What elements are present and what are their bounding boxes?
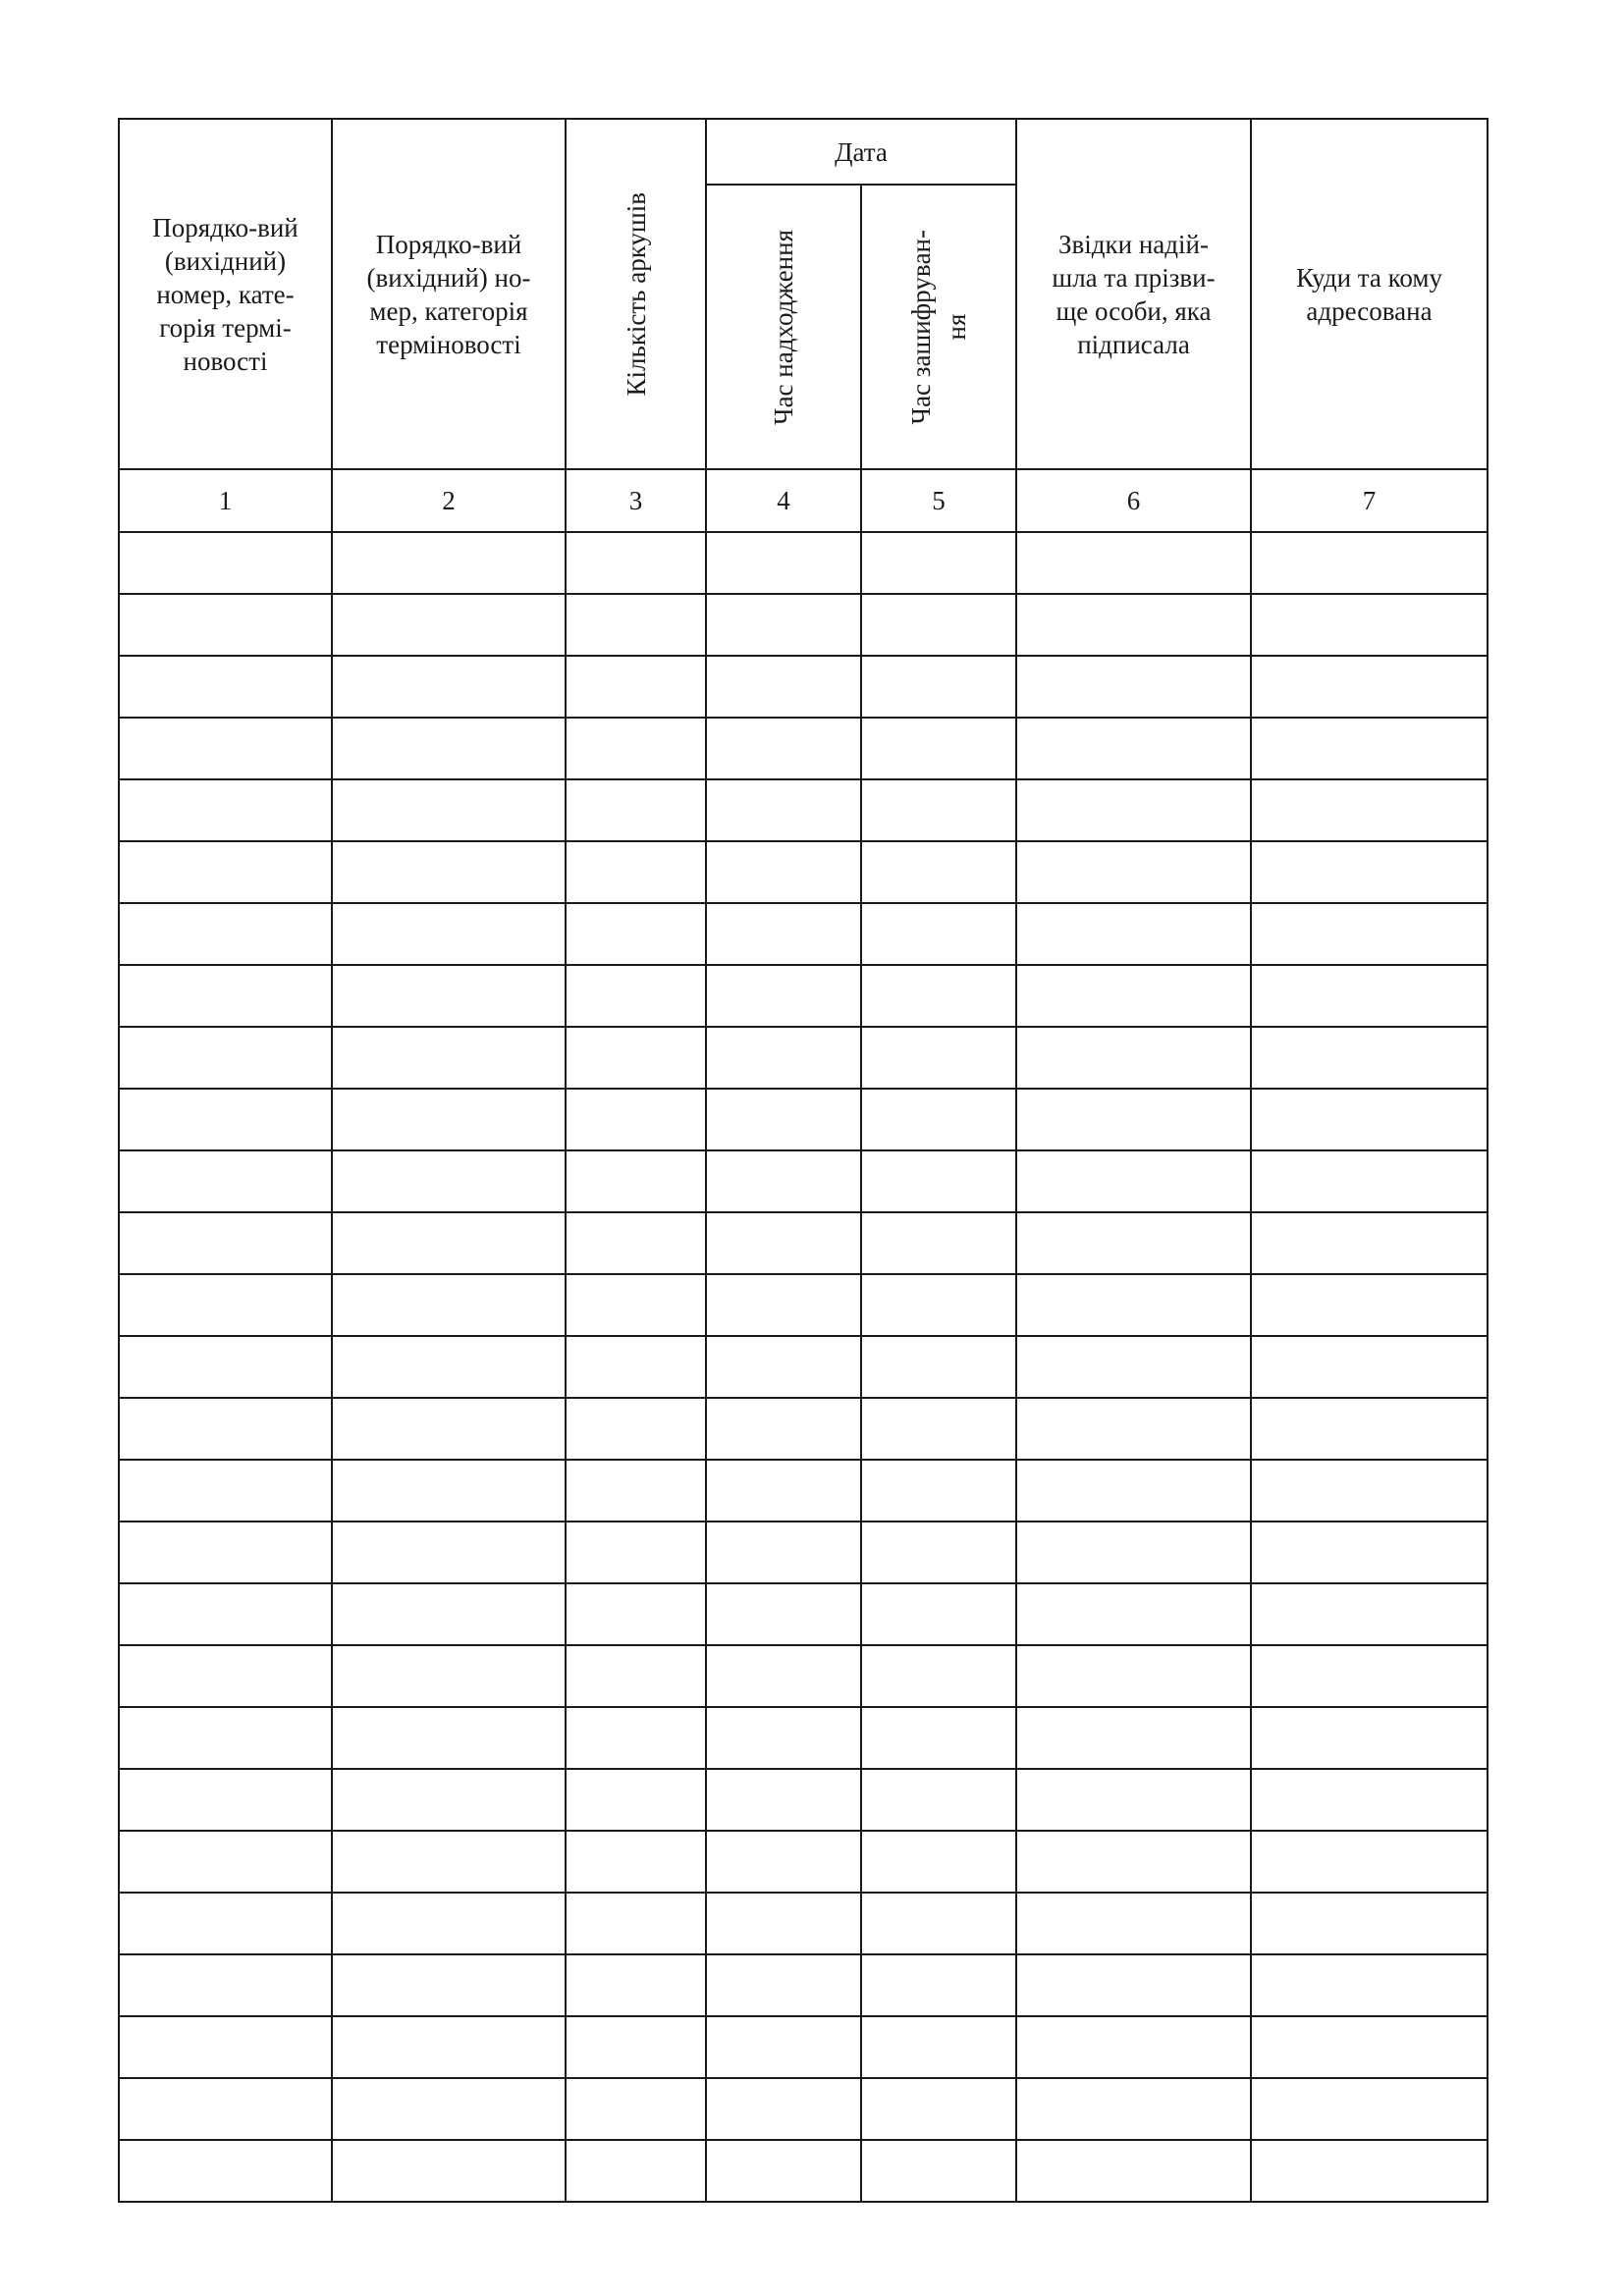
table-cell[interactable] bbox=[1016, 594, 1251, 656]
table-cell[interactable] bbox=[861, 718, 1016, 779]
table-cell[interactable] bbox=[1016, 532, 1251, 594]
table-cell[interactable] bbox=[861, 965, 1016, 1027]
table-row bbox=[119, 594, 1488, 656]
header-date-group-label: Дата bbox=[835, 136, 888, 167]
table-cell[interactable] bbox=[119, 965, 332, 1027]
table-row bbox=[119, 1027, 1488, 1089]
table-row bbox=[119, 656, 1488, 718]
table-row bbox=[119, 1336, 1488, 1398]
table-cell[interactable] bbox=[861, 1027, 1016, 1089]
table-cell[interactable] bbox=[861, 532, 1016, 594]
table-cell[interactable] bbox=[1016, 1336, 1251, 1398]
table-cell[interactable] bbox=[119, 1150, 332, 1212]
table-cell[interactable] bbox=[861, 1954, 1016, 2016]
table-cell[interactable] bbox=[861, 1831, 1016, 1893]
header-col-1 bbox=[119, 119, 332, 469]
table-cell[interactable] bbox=[706, 532, 861, 594]
table-row bbox=[119, 841, 1488, 903]
table-cell[interactable] bbox=[566, 1645, 706, 1707]
table-cell[interactable] bbox=[706, 1707, 861, 1769]
table-cell[interactable] bbox=[566, 656, 706, 718]
table-cell[interactable] bbox=[332, 1831, 566, 1893]
table-cell[interactable] bbox=[1251, 594, 1488, 656]
table-cell[interactable] bbox=[332, 1027, 566, 1089]
table-cell[interactable] bbox=[1251, 532, 1488, 594]
table-row bbox=[119, 1583, 1488, 1645]
header-col-1-label: Порядко-вий (вихідний) номер, кате- горія термі- новості bbox=[152, 212, 298, 376]
table-row bbox=[119, 903, 1488, 965]
table-cell[interactable] bbox=[332, 1522, 566, 1583]
table-cell[interactable] bbox=[706, 1954, 861, 2016]
table-cell[interactable] bbox=[1251, 1460, 1488, 1522]
table-cell[interactable] bbox=[861, 1398, 1016, 1460]
table-cell[interactable] bbox=[566, 1027, 706, 1089]
table-cell[interactable] bbox=[1016, 1398, 1251, 1460]
table-cell[interactable] bbox=[566, 718, 706, 779]
table-cell[interactable] bbox=[1251, 965, 1488, 1027]
table-cell[interactable] bbox=[861, 656, 1016, 718]
table-cell[interactable] bbox=[119, 1645, 332, 1707]
table-cell[interactable] bbox=[1251, 718, 1488, 779]
table-cell[interactable] bbox=[861, 1089, 1016, 1150]
header-col-3-label: Кількість аркушів bbox=[621, 191, 651, 397]
table-cell[interactable] bbox=[119, 841, 332, 903]
header-col-4-label: Час надходження bbox=[769, 229, 798, 425]
header-date-group bbox=[706, 119, 1016, 185]
header-col-2-label: Порядко-вий (вихідний) но- мер, категорія терміновості bbox=[366, 229, 531, 359]
table-cell[interactable] bbox=[332, 1769, 566, 1831]
table-cell[interactable] bbox=[861, 1522, 1016, 1583]
table-cell[interactable] bbox=[706, 2078, 861, 2140]
table-cell[interactable] bbox=[1016, 2016, 1251, 2078]
table-cell[interactable] bbox=[332, 1460, 566, 1522]
table-cell[interactable] bbox=[1016, 903, 1251, 965]
table-cell[interactable] bbox=[1016, 1027, 1251, 1089]
table-cell[interactable] bbox=[706, 1893, 861, 1954]
table-row bbox=[119, 2140, 1488, 2202]
table-cell[interactable] bbox=[119, 1336, 332, 1398]
table-cell[interactable] bbox=[332, 532, 566, 594]
column-number: 7 bbox=[1251, 469, 1488, 532]
table-cell[interactable] bbox=[1251, 1336, 1488, 1398]
table-cell[interactable] bbox=[1251, 841, 1488, 903]
column-number: 1 bbox=[119, 469, 332, 532]
table-cell[interactable] bbox=[706, 779, 861, 841]
table-cell[interactable] bbox=[706, 1769, 861, 1831]
table-cell[interactable] bbox=[332, 594, 566, 656]
table-row bbox=[119, 1645, 1488, 1707]
table-row bbox=[119, 718, 1488, 779]
table-row bbox=[119, 2078, 1488, 2140]
table-cell[interactable] bbox=[566, 1769, 706, 1831]
table-cell[interactable] bbox=[332, 1954, 566, 2016]
table-cell[interactable] bbox=[119, 718, 332, 779]
registration-log-table bbox=[118, 118, 1489, 2203]
table-cell[interactable] bbox=[119, 1831, 332, 1893]
table-cell[interactable] bbox=[566, 1954, 706, 2016]
table-cell[interactable] bbox=[1016, 2140, 1251, 2202]
table-cell[interactable] bbox=[566, 1336, 706, 1398]
table-cell[interactable] bbox=[1251, 1274, 1488, 1336]
table-cell[interactable] bbox=[861, 1645, 1016, 1707]
table-row bbox=[119, 1274, 1488, 1336]
table-cell[interactable] bbox=[119, 1274, 332, 1336]
column-number: 6 bbox=[1016, 469, 1251, 532]
table-cell[interactable] bbox=[1251, 1707, 1488, 1769]
table-cell[interactable] bbox=[861, 2016, 1016, 2078]
table-cell[interactable] bbox=[119, 1707, 332, 1769]
table-cell[interactable] bbox=[1016, 1150, 1251, 1212]
table-cell[interactable] bbox=[1016, 1089, 1251, 1150]
table-cell[interactable] bbox=[706, 1522, 861, 1583]
table-row bbox=[119, 1831, 1488, 1893]
table-cell[interactable] bbox=[1251, 1645, 1488, 1707]
table-cell[interactable] bbox=[706, 1583, 861, 1645]
table-row bbox=[119, 1522, 1488, 1583]
table-cell[interactable] bbox=[332, 903, 566, 965]
table-cell[interactable] bbox=[1251, 2078, 1488, 2140]
table-cell[interactable] bbox=[706, 656, 861, 718]
column-number: 2 bbox=[332, 469, 566, 532]
table-cell[interactable] bbox=[1251, 903, 1488, 965]
table-cell[interactable] bbox=[706, 965, 861, 1027]
table-cell[interactable] bbox=[1251, 656, 1488, 718]
table-cell[interactable] bbox=[1016, 656, 1251, 718]
table-row bbox=[119, 2016, 1488, 2078]
header-col-3 bbox=[566, 119, 706, 469]
table-row bbox=[119, 1212, 1488, 1274]
table-cell[interactable] bbox=[1016, 1893, 1251, 1954]
table-cell[interactable] bbox=[566, 1893, 706, 1954]
header-col-2 bbox=[332, 119, 566, 469]
table-cell[interactable] bbox=[861, 2140, 1016, 2202]
table-cell[interactable] bbox=[861, 1274, 1016, 1336]
table-row bbox=[119, 965, 1488, 1027]
table-cell[interactable] bbox=[1251, 1522, 1488, 1583]
header-col-5-label: Час зашифрувaн- ня bbox=[906, 229, 971, 425]
table-cell[interactable] bbox=[861, 1769, 1016, 1831]
table-cell[interactable] bbox=[566, 1583, 706, 1645]
table-cell[interactable] bbox=[119, 1893, 332, 1954]
table-cell[interactable] bbox=[1251, 1831, 1488, 1893]
table-cell[interactable] bbox=[1016, 1645, 1251, 1707]
table-cell[interactable] bbox=[1016, 1707, 1251, 1769]
table-cell[interactable] bbox=[1016, 1954, 1251, 2016]
table-row bbox=[119, 1893, 1488, 1954]
column-number: 3 bbox=[566, 469, 706, 532]
table-cell[interactable] bbox=[119, 1522, 332, 1583]
table-cell[interactable] bbox=[119, 1212, 332, 1274]
table-cell[interactable] bbox=[119, 903, 332, 965]
table-cell[interactable] bbox=[119, 2078, 332, 2140]
table-cell[interactable] bbox=[1016, 841, 1251, 903]
table-cell[interactable] bbox=[861, 2078, 1016, 2140]
table-cell[interactable] bbox=[332, 1893, 566, 1954]
table-cell[interactable] bbox=[861, 594, 1016, 656]
table-cell[interactable] bbox=[566, 965, 706, 1027]
entry-rows bbox=[119, 532, 1488, 2202]
table-cell[interactable] bbox=[332, 1274, 566, 1336]
table-row bbox=[119, 532, 1488, 594]
table-cell[interactable] bbox=[1251, 779, 1488, 841]
table-cell[interactable] bbox=[706, 2140, 861, 2202]
table-cell[interactable] bbox=[332, 1398, 566, 1460]
table-cell[interactable] bbox=[119, 779, 332, 841]
table-cell[interactable] bbox=[566, 1707, 706, 1769]
table-cell[interactable] bbox=[861, 903, 1016, 965]
table-cell[interactable] bbox=[566, 594, 706, 656]
table-cell[interactable] bbox=[861, 1460, 1016, 1522]
table-cell[interactable] bbox=[1251, 1398, 1488, 1460]
table-cell[interactable] bbox=[566, 2078, 706, 2140]
table-cell[interactable] bbox=[566, 2140, 706, 2202]
table-cell[interactable] bbox=[119, 1089, 332, 1150]
table-cell[interactable] bbox=[332, 841, 566, 903]
table-cell[interactable] bbox=[1251, 1893, 1488, 1954]
table-cell[interactable] bbox=[119, 656, 332, 718]
table-cell[interactable] bbox=[332, 656, 566, 718]
table-cell[interactable] bbox=[566, 532, 706, 594]
table-cell[interactable] bbox=[566, 841, 706, 903]
table-cell[interactable] bbox=[861, 841, 1016, 903]
table-cell[interactable] bbox=[1251, 1212, 1488, 1274]
table-cell[interactable] bbox=[332, 2078, 566, 2140]
header-col-5 bbox=[861, 185, 1016, 469]
table-cell[interactable] bbox=[706, 1212, 861, 1274]
table-row bbox=[119, 1398, 1488, 1460]
column-number: 4 bbox=[706, 469, 861, 532]
table-cell[interactable] bbox=[1016, 1460, 1251, 1522]
table-cell[interactable] bbox=[1251, 1583, 1488, 1645]
table-cell[interactable] bbox=[566, 779, 706, 841]
table-cell[interactable] bbox=[706, 718, 861, 779]
table-cell[interactable] bbox=[861, 1150, 1016, 1212]
table-cell[interactable] bbox=[566, 1522, 706, 1583]
table-cell[interactable] bbox=[706, 2016, 861, 2078]
table-cell[interactable] bbox=[1251, 1954, 1488, 2016]
table-cell[interactable] bbox=[1251, 1769, 1488, 1831]
table-cell[interactable] bbox=[706, 1336, 861, 1398]
header-col-7 bbox=[1251, 119, 1488, 469]
table-cell[interactable] bbox=[861, 1336, 1016, 1398]
table-cell[interactable] bbox=[566, 1460, 706, 1522]
table-cell[interactable] bbox=[1016, 1583, 1251, 1645]
table-cell[interactable] bbox=[706, 1398, 861, 1460]
table-cell[interactable] bbox=[706, 1027, 861, 1089]
table-cell[interactable] bbox=[119, 1954, 332, 2016]
table-cell[interactable] bbox=[332, 718, 566, 779]
table-cell[interactable] bbox=[332, 1645, 566, 1707]
table-cell[interactable] bbox=[566, 1150, 706, 1212]
table-cell[interactable] bbox=[566, 1831, 706, 1893]
table-cell[interactable] bbox=[566, 1274, 706, 1336]
table-row bbox=[119, 1769, 1488, 1831]
header-col-4 bbox=[706, 185, 861, 469]
table-row bbox=[119, 779, 1488, 841]
table-cell[interactable] bbox=[1251, 1150, 1488, 1212]
table-cell[interactable] bbox=[566, 2016, 706, 2078]
table-cell[interactable] bbox=[119, 2016, 332, 2078]
table-cell[interactable] bbox=[119, 1460, 332, 1522]
table-cell[interactable] bbox=[861, 779, 1016, 841]
table-row bbox=[119, 1460, 1488, 1522]
table-cell[interactable] bbox=[119, 1769, 332, 1831]
header-row-1 bbox=[119, 119, 1488, 185]
table-cell[interactable] bbox=[332, 1089, 566, 1150]
table-cell[interactable] bbox=[706, 903, 861, 965]
column-number: 5 bbox=[861, 469, 1016, 532]
column-number-row bbox=[119, 469, 1488, 532]
table-row bbox=[119, 1954, 1488, 2016]
table-cell[interactable] bbox=[1016, 1212, 1251, 1274]
header-col-6-label: Звідки надій- шла та прізви- ще особи, яка підписала bbox=[1052, 229, 1216, 359]
table-cell[interactable] bbox=[706, 1645, 861, 1707]
table-cell[interactable] bbox=[1016, 1831, 1251, 1893]
table-cell[interactable] bbox=[706, 1831, 861, 1893]
table-cell[interactable] bbox=[1016, 965, 1251, 1027]
table-cell[interactable] bbox=[861, 1212, 1016, 1274]
table-cell[interactable] bbox=[332, 779, 566, 841]
table-cell[interactable] bbox=[332, 1583, 566, 1645]
table-cell[interactable] bbox=[119, 594, 332, 656]
table-cell[interactable] bbox=[119, 532, 332, 594]
table-cell[interactable] bbox=[861, 1707, 1016, 1769]
table-cell[interactable] bbox=[706, 1089, 861, 1150]
table-cell[interactable] bbox=[1016, 779, 1251, 841]
table-cell[interactable] bbox=[1251, 2140, 1488, 2202]
table-cell[interactable] bbox=[566, 1212, 706, 1274]
table-cell[interactable] bbox=[1016, 1274, 1251, 1336]
table-cell[interactable] bbox=[706, 841, 861, 903]
table-cell[interactable] bbox=[706, 1274, 861, 1336]
table-cell[interactable] bbox=[1016, 1769, 1251, 1831]
table-cell[interactable] bbox=[861, 1583, 1016, 1645]
table-cell[interactable] bbox=[1251, 2016, 1488, 2078]
table-cell[interactable] bbox=[706, 594, 861, 656]
table-cell[interactable] bbox=[119, 1583, 332, 1645]
table-row bbox=[119, 1707, 1488, 1769]
header-col-6 bbox=[1016, 119, 1251, 469]
table-cell[interactable] bbox=[332, 1707, 566, 1769]
table-row bbox=[119, 1089, 1488, 1150]
table-cell[interactable] bbox=[332, 965, 566, 1027]
table-cell[interactable] bbox=[566, 1089, 706, 1150]
table-cell[interactable] bbox=[332, 2140, 566, 2202]
table-cell[interactable] bbox=[1016, 718, 1251, 779]
table-cell[interactable] bbox=[1251, 1027, 1488, 1089]
table-cell[interactable] bbox=[706, 1150, 861, 1212]
table-cell[interactable] bbox=[119, 1398, 332, 1460]
table-cell[interactable] bbox=[1016, 1522, 1251, 1583]
table-cell[interactable] bbox=[861, 1893, 1016, 1954]
table-cell[interactable] bbox=[566, 903, 706, 965]
table-cell[interactable] bbox=[332, 1212, 566, 1274]
table-cell[interactable] bbox=[566, 1398, 706, 1460]
table-cell[interactable] bbox=[332, 1150, 566, 1212]
table-cell[interactable] bbox=[332, 2016, 566, 2078]
table-cell[interactable] bbox=[119, 2140, 332, 2202]
table-cell[interactable] bbox=[1016, 2078, 1251, 2140]
table-cell[interactable] bbox=[332, 1336, 566, 1398]
table-row bbox=[119, 1150, 1488, 1212]
header-col-7-label: Куди та кому адресована bbox=[1296, 262, 1442, 326]
table-cell[interactable] bbox=[119, 1027, 332, 1089]
table-cell[interactable] bbox=[1251, 1089, 1488, 1150]
table-cell[interactable] bbox=[706, 1460, 861, 1522]
